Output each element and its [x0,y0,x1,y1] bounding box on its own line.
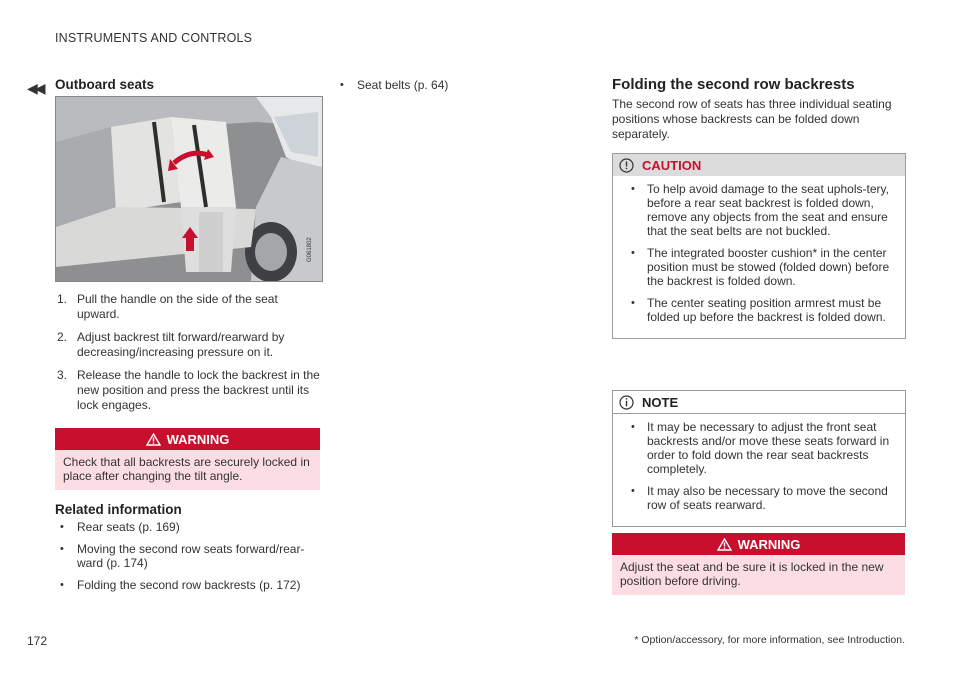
option-footnote: * Option/accessory, for more information, see Introduction. [634,634,905,646]
note-list [623,420,895,512]
related-links-continued [335,78,585,100]
folding-intro-text: The second row of seats has three individual seating positions whose backrests can be folded down separately. [612,97,892,141]
warning-text: Check that all backrests are securely locked in place after changing the tilt angle. [55,450,320,490]
note-box [612,390,906,527]
adjust-steps [55,292,323,421]
note-item: • It may also be necessary to move the second row of seats rearward. [623,484,895,512]
warning-text: Adjust the seat and be sure it is locked in the new position before driving. [612,555,905,595]
back-chevron-icon[interactable]: ◀◀ [27,80,43,96]
tilt-warning-box [55,428,320,490]
caution-list [623,182,895,324]
section-header: INSTRUMENTS AND CONTROLS [55,31,253,45]
rear-seat-photo [55,96,323,282]
photo-code: G061802 [307,237,313,262]
related-links [55,520,325,600]
warning-title: WARNING [737,536,801,552]
driving-warning-box [612,533,905,595]
related-information-title: Related information [55,502,182,517]
caution-item: • To help avoid damage to the seat uphols-tery, before a rear seat backrest is folded down, remove any objects from the seat and ensure that the seat belts are not buckled. [623,182,895,238]
related-link[interactable]: • Rear seats (p. 169) [55,520,325,534]
caution-box [612,153,906,339]
step-item: 3. Release the handle to lock the backrest in the new position and press the backrest until its lock engages. [57,368,320,412]
info-circle-icon [619,395,634,410]
caution-item: • The center seating position armrest must be folded up before the backrest is folded down. [623,296,895,324]
step-item: 1. Pull the handle on the side of the seat upward. [57,292,278,321]
folding-backrests-title: Folding the second row backrests [612,76,855,93]
related-link[interactable]: • Moving the second row seats forward/rear-ward (p. 174) [55,542,325,570]
page-number: 172 [27,634,48,648]
step-item: 2. Adjust backrest tilt forward/rearward by decreasing/increasing pressure on it. [57,330,285,359]
note-item: • It may be necessary to adjust the front seat backrests and/or move these seats forward in order to fold down the rear seat backrests completely. [623,420,895,476]
rear-seat-illustration [56,97,322,281]
warning-title: WARNING [166,431,230,447]
note-title: NOTE [642,394,679,410]
warning-triangle-icon [717,538,732,551]
related-link[interactable]: • Folding the second row backrests (p. 172) [55,578,325,592]
caution-title: CAUTION [642,157,702,173]
warning-triangle-icon [146,433,161,446]
outboard-seats-title: Outboard seats [55,77,155,92]
caution-circle-icon [619,158,634,173]
caution-item: • The integrated booster cushion* in the center position must be stowed (folded down) before the backrest is folded down. [623,246,895,288]
related-link[interactable]: • Seat belts (p. 64) [335,78,585,92]
